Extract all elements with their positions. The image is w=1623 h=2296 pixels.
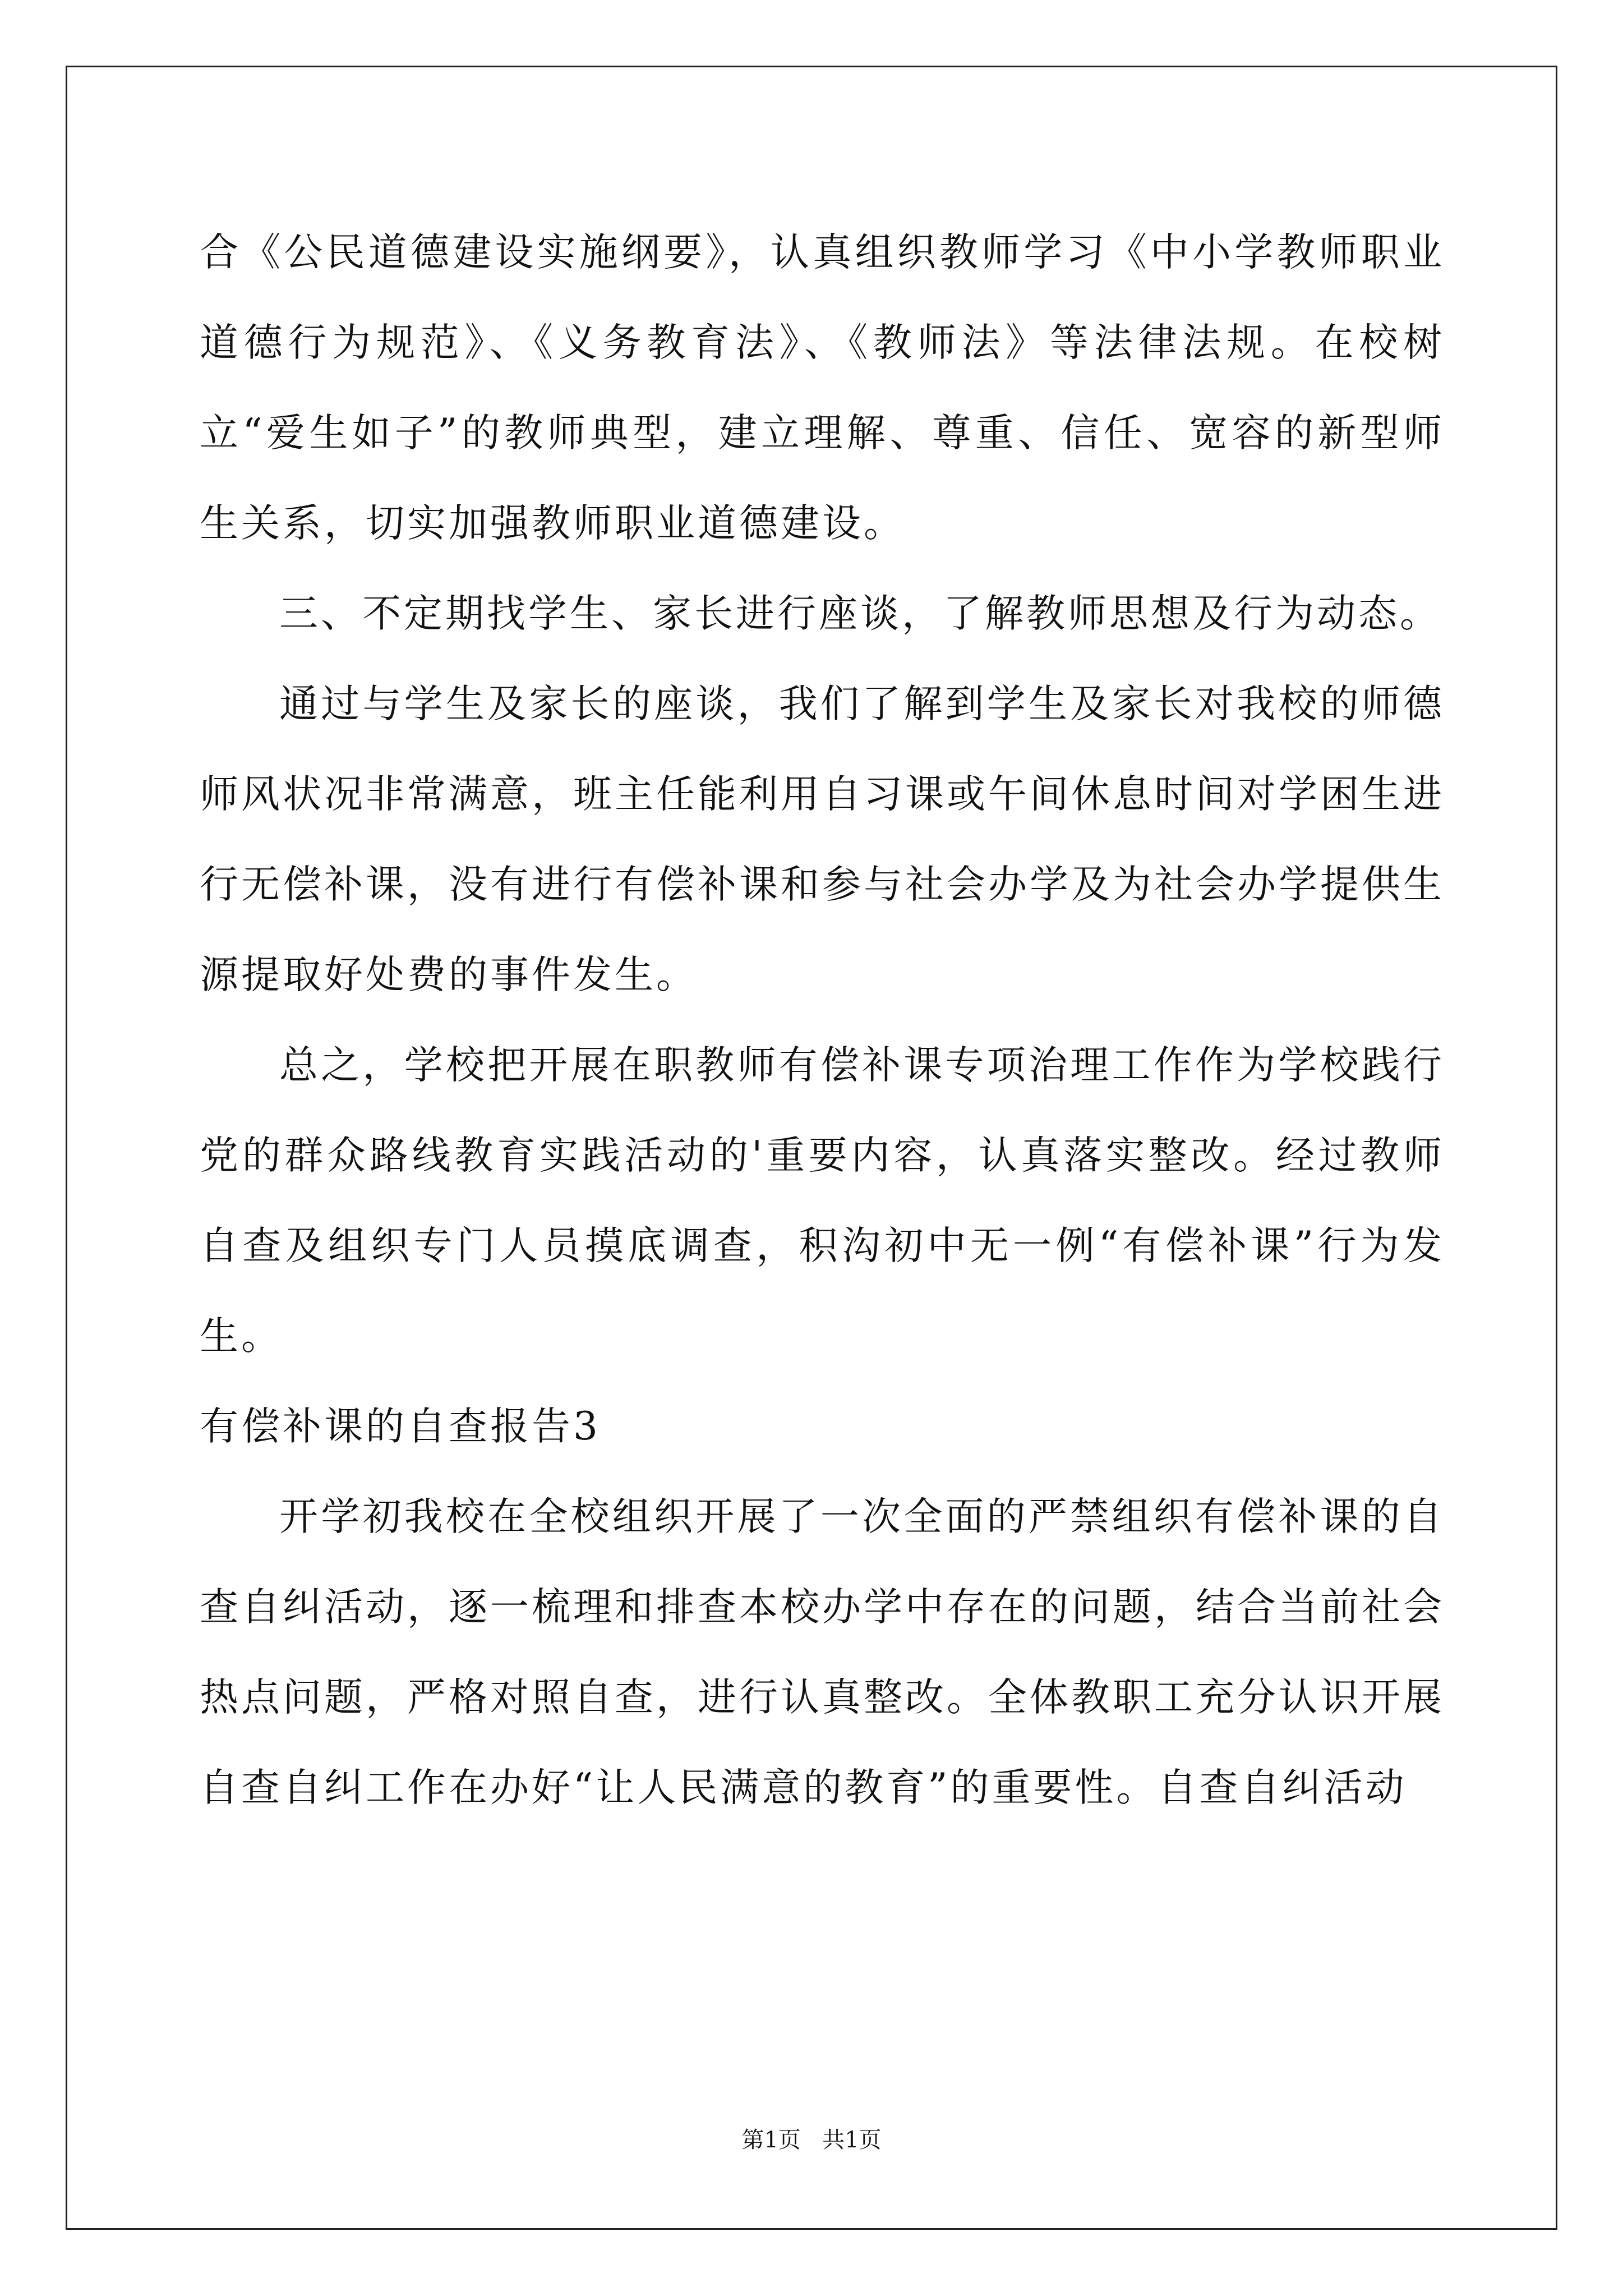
document-body [200,208,1445,1833]
paragraph-5: 开学初我校在全校组织开展了一次全面的严禁组织有偿补课的自查自纠活动，逐一梳理和排查本校办学中存在的问题，结合当前社会热点问题，严格对照自查，进行认真整改。全体教职工充分认识开展自查自纠工作在办好“让人民满意的教育”的重要性。自查自纠活动 [200,1494,1445,1810]
section-heading: 有偿补课的自查报告3 [200,1404,601,1449]
paragraph-2: 三、不定期找学生、家长进行座谈，了解教师思想及行为动态。 [279,591,1441,636]
page-total: 共1页 [822,2127,882,2153]
footer-spacer [801,2127,822,2153]
paragraph-3: 通过与学生及家长的座谈，我们了解到学生及家长对我校的师德师风状况非常满意，班主任能利用自习课或午间休息时间对学困生进行无偿补课，没有进行有偿补课和参与社会办学及为社会办学提供生源提取好处费的事件发生。 [200,682,1445,997]
paragraph-1: 合《公民道德建设实施纲要》，认真组织教师学习《中小学教师职业道德行为规范》、《义务教育法》、《教师法》等法律法规。在校树立“爱生如子”的教师典型，建立理解、尊重、信任、宽容的新型师生关系，切实加强教师职业道德建设。 [200,230,1445,546]
paragraph-4: 总之，学校把开展在职教师有偿补课专项治理工作作为学校践行党的群众路线教育实践活动的'重要内容，认真落实整改。经过教师自查及组织专门人员摸底调查，积沟初中无一例“有偿补课”行为发生。 [200,1043,1445,1359]
page-number: 第1页 [741,2127,801,2153]
page-footer [0,2122,1623,2154]
